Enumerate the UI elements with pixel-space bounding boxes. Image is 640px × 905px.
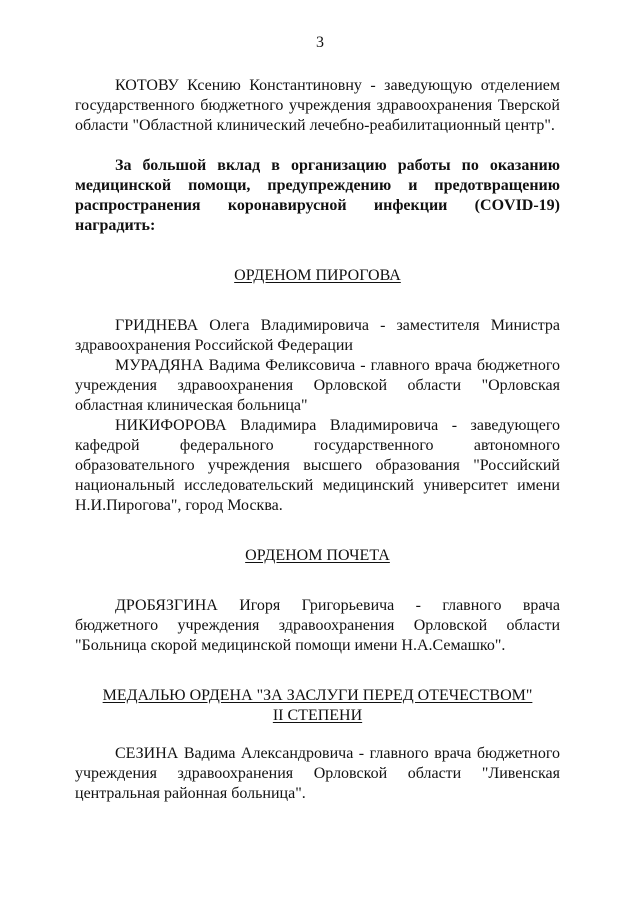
entry-sezin: СЕЗИНА Вадима Александровича - главного врача бюджетного учреждения здравоохранения Орловской области "Ливенская центральная районная больница". — [75, 745, 560, 802]
entry-nikiforov: НИКИФОРОВА Владимира Владимировича - заведующего кафедрой федерального государственного автономного образовательного учреждения высшего образования "Российский национальный исследовательский медицинский университет имени Н.И.Пирогова", город Москва. — [75, 417, 560, 514]
section-heading-order-of-honour: ОРДЕНОМ ПОЧЕТА — [245, 547, 390, 564]
section-heading-merit-medal-line1: МЕДАЛЬЮ ОРДЕНА "ЗА ЗАСЛУГИ ПЕРЕД ОТЕЧЕСТВОМ" — [102, 687, 533, 704]
entry-gridnev: ГРИДНЕВА Олега Владимировича - заместителя Министра здравоохранения Российской Федерации — [75, 317, 560, 354]
section-heading-pirogov-order: ОРДЕНОМ ПИРОГОВА — [234, 267, 401, 284]
section-heading-merit-medal — [75, 686, 560, 726]
entry-muradyan: МУРАДЯНА Вадима Феликсовича - главного врача бюджетного учреждения здравоохранения Орловской области "Орловская областная клиническая больница" — [75, 357, 560, 414]
section-heading-merit-medal-line2: II СТЕПЕНИ — [272, 707, 363, 724]
intro-paragraph: КОТОВУ Ксению Константиновну - заведующую отделением государственного бюджетного учреждения здравоохранения Тверской области "Областной клинический лечебно-реабилитационный центр". — [75, 77, 560, 134]
entry-drobyazgin: ДРОБЯЗГИНА Игоря Григорьевича - главного врача бюджетного учреждения здравоохранения Орловской области "Больница скорой медицинской помощи имени Н.А.Семашко". — [75, 597, 560, 654]
document-body — [75, 76, 560, 804]
award-paragraph: За большой вклад в организацию работы по оказанию медицинской помощи, предупреждению и предотвращению распространения коронавирусной инфекции (COVID-19) наградить: — [75, 157, 560, 234]
page-number: 3 — [316, 34, 324, 51]
